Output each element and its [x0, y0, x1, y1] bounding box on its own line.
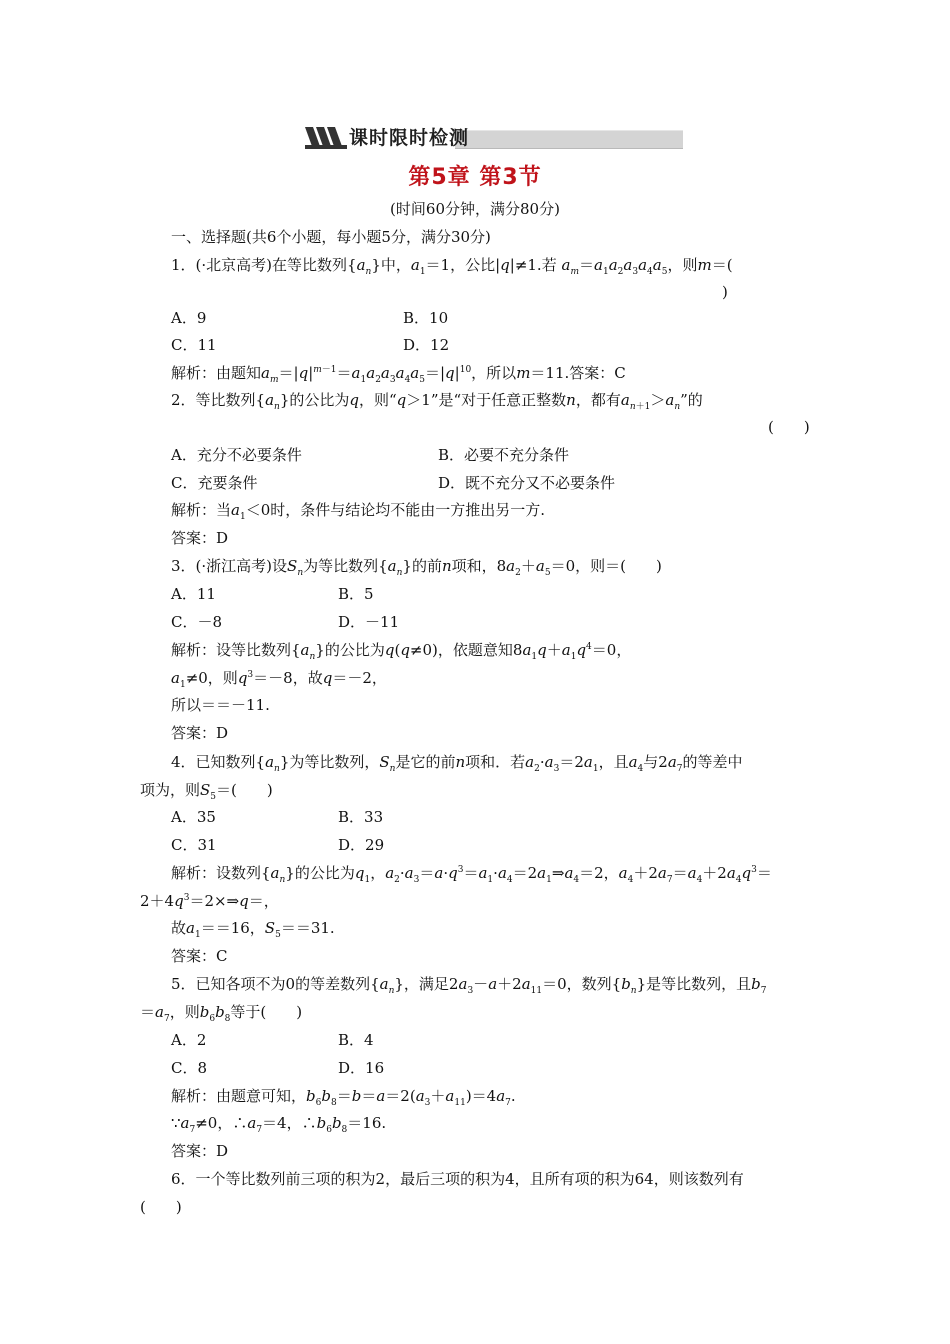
q1-option-c: C．11: [171, 336, 217, 354]
q2-paren: ( ): [768, 418, 810, 436]
q3-option-b: B．5: [338, 585, 374, 603]
q4-stem-2: 项为，则$S_5=$( ): [140, 781, 273, 802]
q5-option-c: C．8: [171, 1059, 208, 1077]
q3-answer: 答案：D: [171, 724, 229, 742]
q5-analysis-2: $\because a_7\ne 0$，$\therefore a_7=4$，$\therefore b_6b_8=16$.: [171, 1114, 387, 1135]
stripes-icon: [305, 127, 347, 149]
section-banner: [305, 127, 683, 149]
section-heading: 一、选择题(共6个小题，每小题5分，满分30分): [171, 228, 491, 246]
q4-stem-1: 4．已知数列$\{a_n\}$为等比数列，$S_n$是它的前n项和．若$a_2\cdot a_3=2a_1$，且$a_4$与$2a_7$的等差中: [171, 753, 743, 774]
q2-option-c: C．充要条件: [171, 474, 258, 492]
q4-answer: 答案：C: [171, 947, 228, 965]
q2-stem: 2．等比数列$\{a_n\}$的公比为q，则“q＞1”是“对于任意正整数n，都有$a_{n+1}>a_n$”的: [171, 391, 703, 412]
q5-option-d: D．16: [338, 1059, 385, 1077]
q2-option-b: B．必要不充分条件: [438, 446, 570, 464]
q4-option-b: B．33: [338, 808, 384, 826]
q5-option-b: B．4: [338, 1031, 374, 1049]
banner-label: 课时限时检测: [349, 127, 470, 149]
q3-option-c: C．－8: [171, 613, 223, 631]
q3-stem: 3．(·浙江高考)设$S_n$为等比数列$\{a_n\}$的前n项和，$8a_2+a_5=0$，则＝( ): [171, 557, 662, 578]
q4-option-a: A．35: [171, 808, 216, 826]
q1-stem: 1．(·北京高考)在等比数列$\{a_n\}$中，$a_1=1$，公比|q|≠1.若 $a_m=a_1a_2a_3a_4a_5$，则m＝(: [171, 256, 733, 277]
q3-analysis-3: 所以＝＝－11.: [171, 696, 270, 714]
q1-option-b: B．10: [403, 309, 449, 327]
q5-option-a: A．2: [171, 1031, 207, 1049]
q1-paren-close: ): [722, 283, 728, 301]
q6-paren: ( ): [140, 1198, 182, 1216]
q1-option-d: D．12: [403, 336, 450, 354]
q4-option-c: C．31: [171, 836, 217, 854]
q2-option-a: A．充分不必要条件: [171, 446, 302, 464]
time-info: (时间60分钟，满分80分): [390, 200, 560, 218]
q4-analysis-1: 解析：设数列$\{a_n\}$的公比为$q_1$，$a_2\cdot a_3=a\cdot q^3=a_1\cdot a_4=2a_1\Rightarrow a_4=2$，$a_4+2a_7=a_4+2a_4q^3=$: [171, 864, 772, 885]
q3-analysis-1: 解析：设等比数列$\{a_n\}$的公比为q(q≠0)，依题意知$8a_1q+a_1q^4=0$，: [171, 641, 632, 662]
q5-stem-2: $=a_7$，则$b_6b_8$等于( ): [140, 1003, 303, 1024]
q4-option-d: D．29: [338, 836, 385, 854]
q2-answer: 答案：D: [171, 529, 229, 547]
q5-answer: 答案：D: [171, 1142, 229, 1160]
q5-stem-1: 5．已知各项不为0的等差数列$\{a_n\}$，满足$2a_3-a+2a_{11}=0$，数列$\{b_n\}$是等比数列，且$b_7$: [171, 975, 767, 996]
q3-analysis-2: $a_1\ne 0$，则$q^3=-8$，故q＝－2，: [171, 669, 387, 690]
q2-analysis: 解析：当$a_1<0$时，条件与结论均不能由一方推出另一方.: [171, 501, 546, 522]
q5-analysis-1: 解析：由题意可知，$b_6b_8=b=a=2(a_3+a_{11})=4a_7$.: [171, 1087, 516, 1108]
q3-option-a: A．11: [171, 585, 216, 603]
q6-stem: 6．一个等比数列前三项的积为2，最后三项的积为4，且所有项的积为64，则该数列有: [171, 1170, 744, 1188]
banner-bar: [455, 130, 683, 149]
q4-analysis-3: 故$a_1==16$，$S_5==31$.: [171, 919, 335, 940]
q1-analysis: 解析：由题知$a_m=|q|^{m-1}=a_1a_2a_3a_4a_5=|q|^{10}$，所以m＝11.答案：C: [171, 364, 626, 385]
chapter-title: 第5章 第3节: [408, 165, 542, 190]
q3-option-d: D．－11: [338, 613, 400, 631]
q4-analysis-2: $2+4q^3=2\times\Rightarrow q=$，: [140, 892, 279, 910]
q1-option-a: A．9: [171, 309, 207, 327]
q2-option-d: D．既不充分又不必要条件: [438, 474, 616, 492]
